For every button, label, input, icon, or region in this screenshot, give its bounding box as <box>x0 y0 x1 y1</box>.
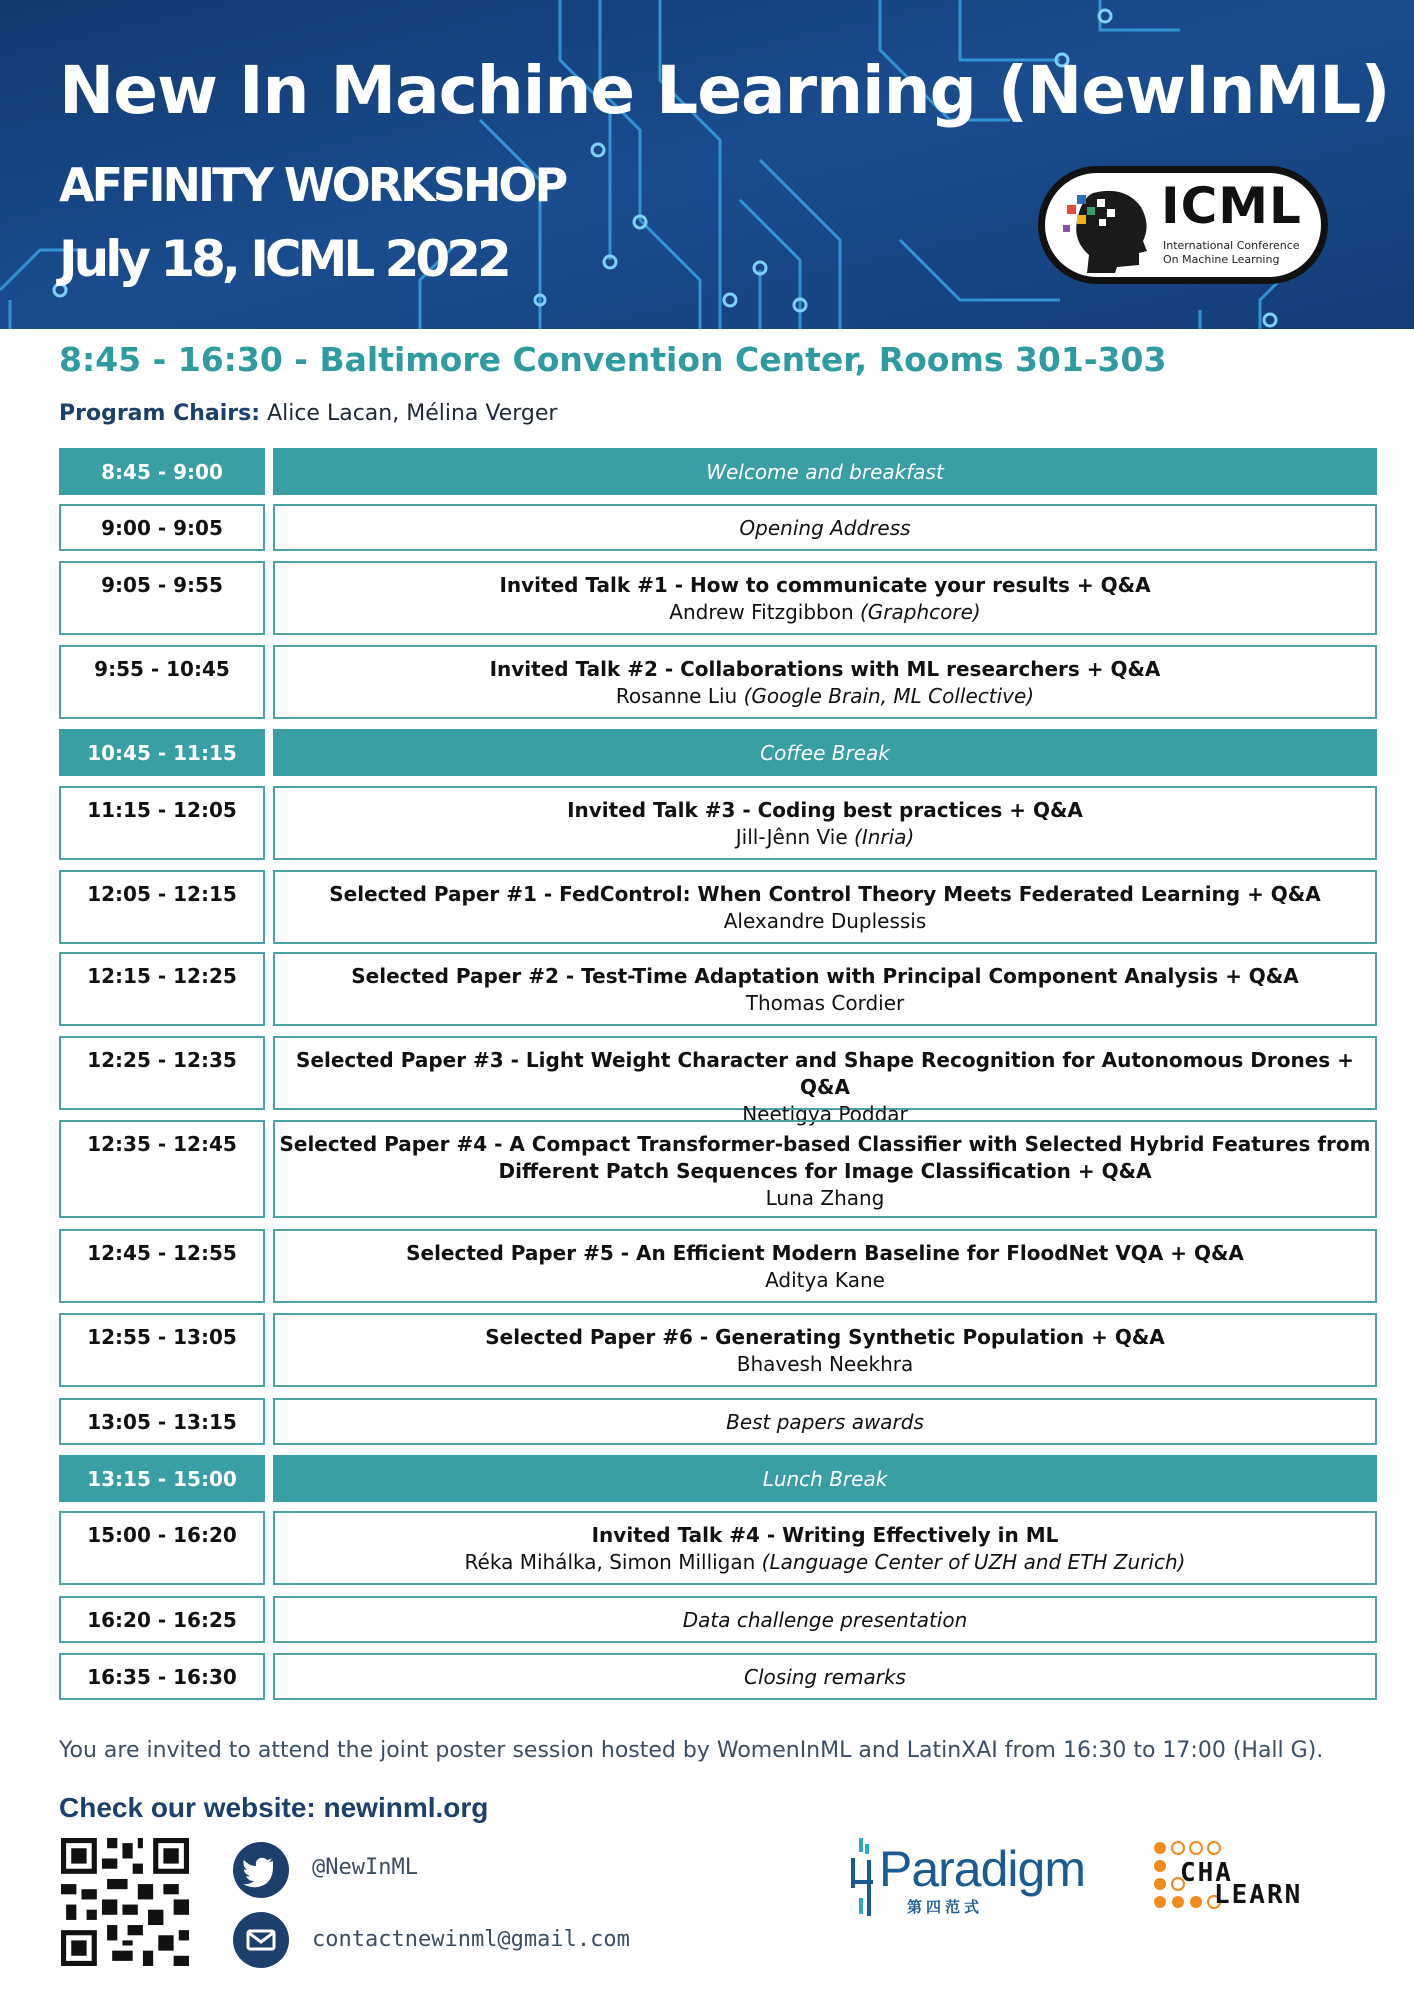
workshop-subtitle: AFFINITY WORKSHOP <box>59 158 566 212</box>
schedule-description <box>273 870 1377 944</box>
workshop-title: New In Machine Learning (NewInML) <box>59 52 1390 129</box>
speaker-name: Alexandre Duplessis <box>723 909 927 933</box>
qr-code-icon[interactable] <box>61 1838 189 1966</box>
session-title: Closing remarks <box>744 1665 906 1689</box>
4paradigm-logo <box>849 1838 1089 1918</box>
chalearn-line2: LEARN <box>1214 1880 1303 1910</box>
schedule-time: 9:00 - 9:05 <box>59 504 265 551</box>
icml-logo-word: ICML <box>1161 177 1302 235</box>
icml-logo-subtitle: International Conference On Machine Learning <box>1163 239 1300 266</box>
contact-email[interactable]: contactnewinml@gmail.com <box>312 1927 630 1952</box>
speaker-name: Andrew Fitzgibbon <box>669 600 854 624</box>
session-title: Invited Talk #2 - Collaborations with ML researchers + Q&A <box>489 657 1161 681</box>
schedule-time: 13:15 - 15:00 <box>59 1455 265 1502</box>
schedule-time: 12:05 - 12:15 <box>59 870 265 944</box>
twitter-bird-glyph <box>233 1842 289 1898</box>
chalearn-line1: CHA <box>1180 1858 1233 1888</box>
session-title: Lunch Break <box>762 1467 888 1491</box>
schedule-description <box>273 729 1377 776</box>
schedule-description <box>273 448 1377 495</box>
session-title: Selected Paper #6 - Generating Synthetic Population + Q&A <box>485 1325 1165 1349</box>
icml-logo <box>1038 166 1328 284</box>
session-speaker <box>275 599 1375 626</box>
speaker-name: Thomas Cordier <box>745 991 905 1015</box>
twitter-handle[interactable]: @NewInML <box>312 1855 418 1880</box>
session-speaker <box>275 1549 1375 1576</box>
workshop-date: July 18, ICML 2022 <box>59 230 508 288</box>
program-chairs-names: Alice Lacan, Mélina Verger <box>267 401 558 426</box>
speaker-name: Réka Mihálka, Simon Milligan <box>464 1550 756 1574</box>
schedule-row <box>59 448 1378 495</box>
session-speaker <box>275 824 1375 851</box>
icml-head-icon <box>1063 185 1155 273</box>
poster-session-note: You are invited to attend the joint poster session hosted by WomenInML and LatinXAI from 16:30 to 17:00 (Hall G). <box>59 1738 1324 1763</box>
schedule-time: 16:20 - 16:25 <box>59 1596 265 1643</box>
schedule-description <box>273 1036 1377 1126</box>
session-title: Selected Paper #4 - A Compact Transformer-based Classifier with Selected Hybrid Features from Different Patch Sequences for Image Classification + Q&A <box>279 1132 1371 1183</box>
session-speaker <box>275 908 1375 935</box>
schedule-row <box>59 1653 1378 1700</box>
schedule-row <box>59 561 1378 635</box>
schedule-row <box>59 1511 1378 1585</box>
session-title: Selected Paper #5 - An Efficient Modern Baseline for FloodNet VQA + Q&A <box>406 1241 1244 1265</box>
speaker-name: Luna Zhang <box>765 1186 885 1210</box>
4paradigm-mark-icon <box>849 1838 879 1918</box>
schedule-row <box>59 1120 1378 1218</box>
schedule-description <box>273 1120 1377 1218</box>
schedule-description <box>273 1229 1377 1303</box>
venue-line: 8:45 - 16:30 - Baltimore Convention Center, Rooms 301-303 <box>59 340 1167 379</box>
speaker-affiliation: (Inria) <box>854 825 915 849</box>
schedule-row <box>59 952 1378 1026</box>
4paradigm-word: Paradigm <box>879 1841 1085 1897</box>
schedule-row <box>59 1313 1378 1387</box>
speaker-name: Rosanne Liu <box>615 684 738 708</box>
session-title: Best papers awards <box>726 1410 924 1434</box>
schedule-description <box>273 1511 1377 1585</box>
session-speaker <box>275 990 1375 1017</box>
speaker-name: Neetigya Poddar <box>742 1102 908 1126</box>
session-title: Invited Talk #4 - Writing Effectively in ML <box>591 1523 1059 1547</box>
schedule-description <box>273 952 1377 1026</box>
speaker-affiliation: (Google Brain, ML Collective) <box>743 684 1035 708</box>
speaker-name: Bhavesh Neekhra <box>736 1352 914 1376</box>
schedule-row <box>59 1229 1378 1303</box>
schedule-time: 10:45 - 11:15 <box>59 729 265 776</box>
session-title: Opening Address <box>739 516 911 540</box>
speaker-affiliation: (Language Center of UZH and ETH Zurich) <box>761 1550 1186 1574</box>
schedule-row <box>59 870 1378 944</box>
schedule-time: 12:35 - 12:45 <box>59 1120 265 1218</box>
schedule-row <box>59 729 1378 776</box>
schedule-time: 16:35 - 16:30 <box>59 1653 265 1700</box>
schedule-description <box>273 1313 1377 1387</box>
envelope-icon[interactable] <box>233 1912 289 1968</box>
schedule-row <box>59 1455 1378 1502</box>
schedule-time: 13:05 - 13:15 <box>59 1398 265 1445</box>
schedule-description <box>273 561 1377 635</box>
schedule-time: 9:05 - 9:55 <box>59 561 265 635</box>
schedule-time: 12:55 - 13:05 <box>59 1313 265 1387</box>
schedule-row <box>59 786 1378 860</box>
schedule-description <box>273 1653 1377 1700</box>
session-speaker <box>275 1267 1375 1294</box>
session-title: Welcome and breakfast <box>706 460 944 484</box>
chalearn-logo <box>1150 1838 1380 1920</box>
schedule-row <box>59 1036 1378 1126</box>
speaker-name: Aditya Kane <box>765 1268 885 1292</box>
schedule-time: 8:45 - 9:00 <box>59 448 265 495</box>
schedule-row <box>59 504 1378 551</box>
schedule-row <box>59 1596 1378 1643</box>
program-chairs-label: Program Chairs: <box>59 401 261 426</box>
schedule-time: 12:25 - 12:35 <box>59 1036 265 1110</box>
session-title: Coffee Break <box>760 741 890 765</box>
schedule-time: 12:15 - 12:25 <box>59 952 265 1026</box>
header-banner <box>0 0 1414 329</box>
speaker-name: Jill-Jênn Vie <box>735 825 848 849</box>
session-title: Data challenge presentation <box>682 1608 968 1632</box>
schedule-description <box>273 1596 1377 1643</box>
envelope-glyph <box>233 1912 289 1968</box>
session-title: Invited Talk #1 - How to communicate your results + Q&A <box>499 573 1151 597</box>
session-speaker <box>275 1185 1375 1212</box>
session-speaker <box>275 683 1375 710</box>
session-speaker <box>275 1351 1375 1378</box>
schedule-time: 12:45 - 12:55 <box>59 1229 265 1303</box>
schedule-row <box>59 645 1378 719</box>
4paradigm-chinese: 第四范式 <box>907 1898 984 1916</box>
session-title: Invited Talk #3 - Coding best practices + Q&A <box>567 798 1083 822</box>
schedule-description <box>273 645 1377 719</box>
schedule-row <box>59 1398 1378 1445</box>
website-link[interactable]: Check our website: newinml.org <box>59 1792 489 1823</box>
schedule-description <box>273 786 1377 860</box>
schedule-description <box>273 504 1377 551</box>
session-title: Selected Paper #1 - FedControl: When Control Theory Meets Federated Learning + Q&A <box>329 882 1321 906</box>
schedule-time: 9:55 - 10:45 <box>59 645 265 719</box>
schedule-time: 15:00 - 16:20 <box>59 1511 265 1585</box>
schedule-description <box>273 1455 1377 1502</box>
twitter-bird-icon[interactable] <box>233 1842 289 1898</box>
schedule-description <box>273 1398 1377 1445</box>
program-chairs <box>59 401 557 426</box>
session-title: Selected Paper #2 - Test-Time Adaptation with Principal Component Analysis + Q&A <box>351 964 1299 988</box>
speaker-affiliation: (Graphcore) <box>860 600 981 624</box>
session-title: Selected Paper #3 - Light Weight Character and Shape Recognition for Autonomous Drones + Q&A <box>296 1048 1354 1099</box>
schedule-time: 11:15 - 12:05 <box>59 786 265 860</box>
